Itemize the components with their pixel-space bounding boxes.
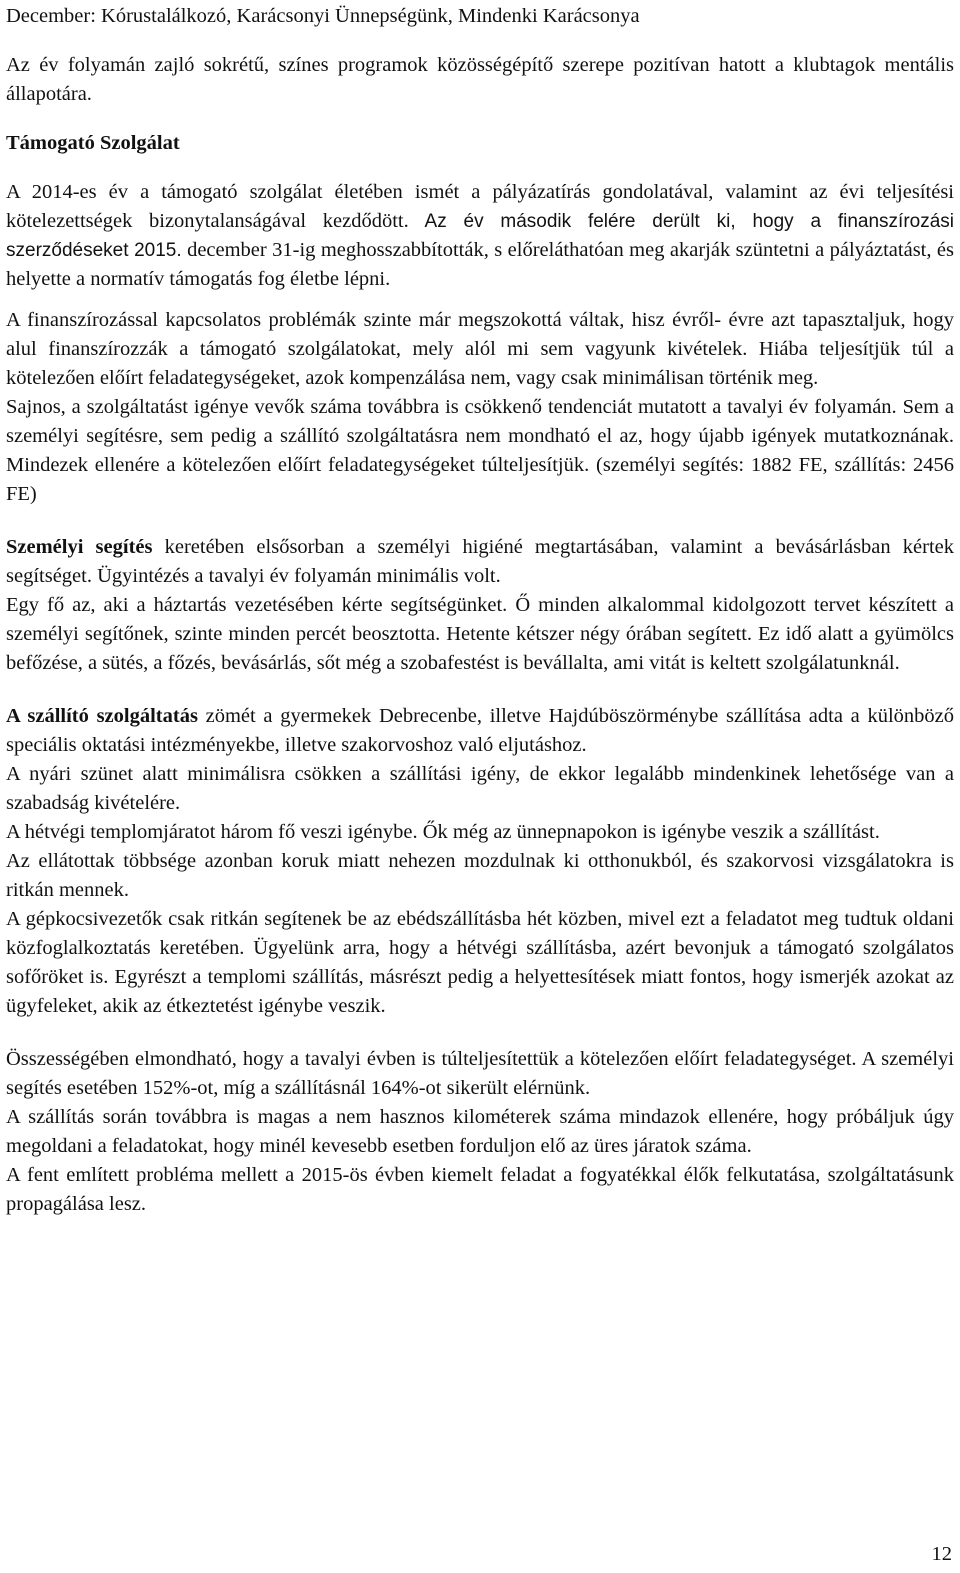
intro-paragraph: Az év folyamán zajló sokrétű, színes programok közösségépítő szerepe pozitívan hatott a klubtagok mentális állapotára. [6,54,954,105]
transport-paragraph-3: A hétvégi templomjáratot három fő veszi igénybe. Ők még az ünnepnapokon is igénybe veszik a szállítást. [6,821,880,843]
personal-paragraph-1 [6,533,954,591]
support-paragraph-2: A finanszírozással kapcsolatos problémák szinte már megszokottá váltak, hisz évről- évre azt tapasztaljuk, hogy alul finanszírozzák a támogató szolgálatokat, mely alól mi sem vagyunk kivételek. Hiába teljesítjük túl a kötelezően előírt feladategységeket, azok kompenzálása nem, vagy csak minimálisan történik meg. [6,309,954,389]
personal-p1-rest: keretében elsősorban a személyi higiéné megtartásában, valamint a bevásárlásban kértek segítséget. Ügyintézés a tavalyi év folyamán minimális volt. [6,536,954,587]
transport-paragraph-2: A nyári szünet alatt minimálisra csökken a szállítási igény, de ekkor legalább mindenkinek lehetősége van a szabadság kivételére. [6,763,954,814]
personal-paragraph-2: Egy fő az, aki a háztartás vezetésében kérte segítségünket. Ő minden alkalommal kidolgozott tervet készített a személyi segítőnek, szinte minden percét beosztotta. Hetente kétszer négy órában segített. Ez idő alatt a gyümölcs befőzése, a sütés, a főzés, bevásárlás, sőt még a szobafestést is bevállalta, ami vitát is keltett szolgálatunknál. [6,594,954,674]
december-programs-line: December: Kórustalálkozó, Karácsonyi Ünnepségünk, Mindenki Karácsonya [6,5,640,27]
support-p1-part2: Az év második felére derült ki, hogy a finanszírozási szerződéseket 2015. [6,211,955,261]
page-number: 12 [931,1543,952,1565]
summary-paragraph-1: Összességében elmondható, hogy a tavalyi évben is túlteljesítettük a kötelezően előírt feladategységet. A személyi segítés esetében 152%-ot, míg a szállításnál 164%-ot sikerült elérnünk. [6,1048,954,1099]
personal-lead: Személyi segítés [6,536,153,558]
support-p1-part3: december 31-ig meghosszabbították, s előreláthatóan meg akarják szüntetni a pályáztatást, és helyette a normatív támogatás fog életbe lépni. [6,239,954,290]
transport-lead: A szállító szolgáltatás [6,705,198,727]
summary-paragraph-2: A szállítás során továbbra is magas a nem hasznos kilométerek száma mindazok ellenére, hogy próbáljuk úgy megoldani a feladatokat, hogy minél kevesebb esetben forduljon elő az üres járatok száma. [6,1106,954,1157]
support-p1-part1: A 2014-es év a támogató szolgálat életében ismét a pályázatírás gondolatával, valamint az évi teljesítési kötelezettségek bizonytalanságával kezdődött. [6,181,954,232]
document-page [6,2,954,1219]
support-paragraph-1 [6,178,954,294]
summary-paragraph-3: A fent említett probléma mellett a 2015-ös évben kiemelt feladat a fogyatékkal élők felkutatása, szolgáltatásunk propagálása lesz. [6,1164,954,1215]
transport-paragraph-1 [6,702,954,760]
section-heading-support-service: Támogató Szolgálat [6,132,180,154]
transport-p1-rest: zömét a gyermekek Debrecenbe, illetve Hajdúböszörménybe szállítása adta a különböző speciális oktatási intézményekbe, illetve szakorvoshoz való eljutáshoz. [6,705,954,756]
transport-paragraph-4: Az ellátottak többsége azonban koruk miatt nehezen mozdulnak ki otthonukból, és szakorvosi vizsgálatokra is ritkán mennek. [6,850,954,901]
support-paragraph-3: Sajnos, a szolgáltatást igénye vevők száma továbbra is csökkenő tendenciát mutatott a tavalyi év folyamán. Sem a személyi segítésre, sem pedig a szállító szolgáltatásra nem mondható el az, hogy újabb igények mutatkoznának. Mindezek ellenére a kötelezően előírt feladategységeket túlteljesítjük. (személyi segítés: 1882 FE, szállítás: 2456 FE) [6,396,954,505]
transport-paragraph-5: A gépkocsivezetők csak ritkán segítenek be az ebédszállításba hét közben, mivel ezt a feladatot meg tudtuk oldani közfoglalkoztatás keretében. Ügyelünk arra, hogy a hétvégi szállításba, azért bevonjuk a támogató szolgálatos sofőröket is. Egyrészt a templomi szállítás, másrészt pedig a helyettesítések miatt fontos, hogy ismerjék azokat az ügyfeleket, akik az étkeztetést igénybe veszik. [6,908,954,1017]
